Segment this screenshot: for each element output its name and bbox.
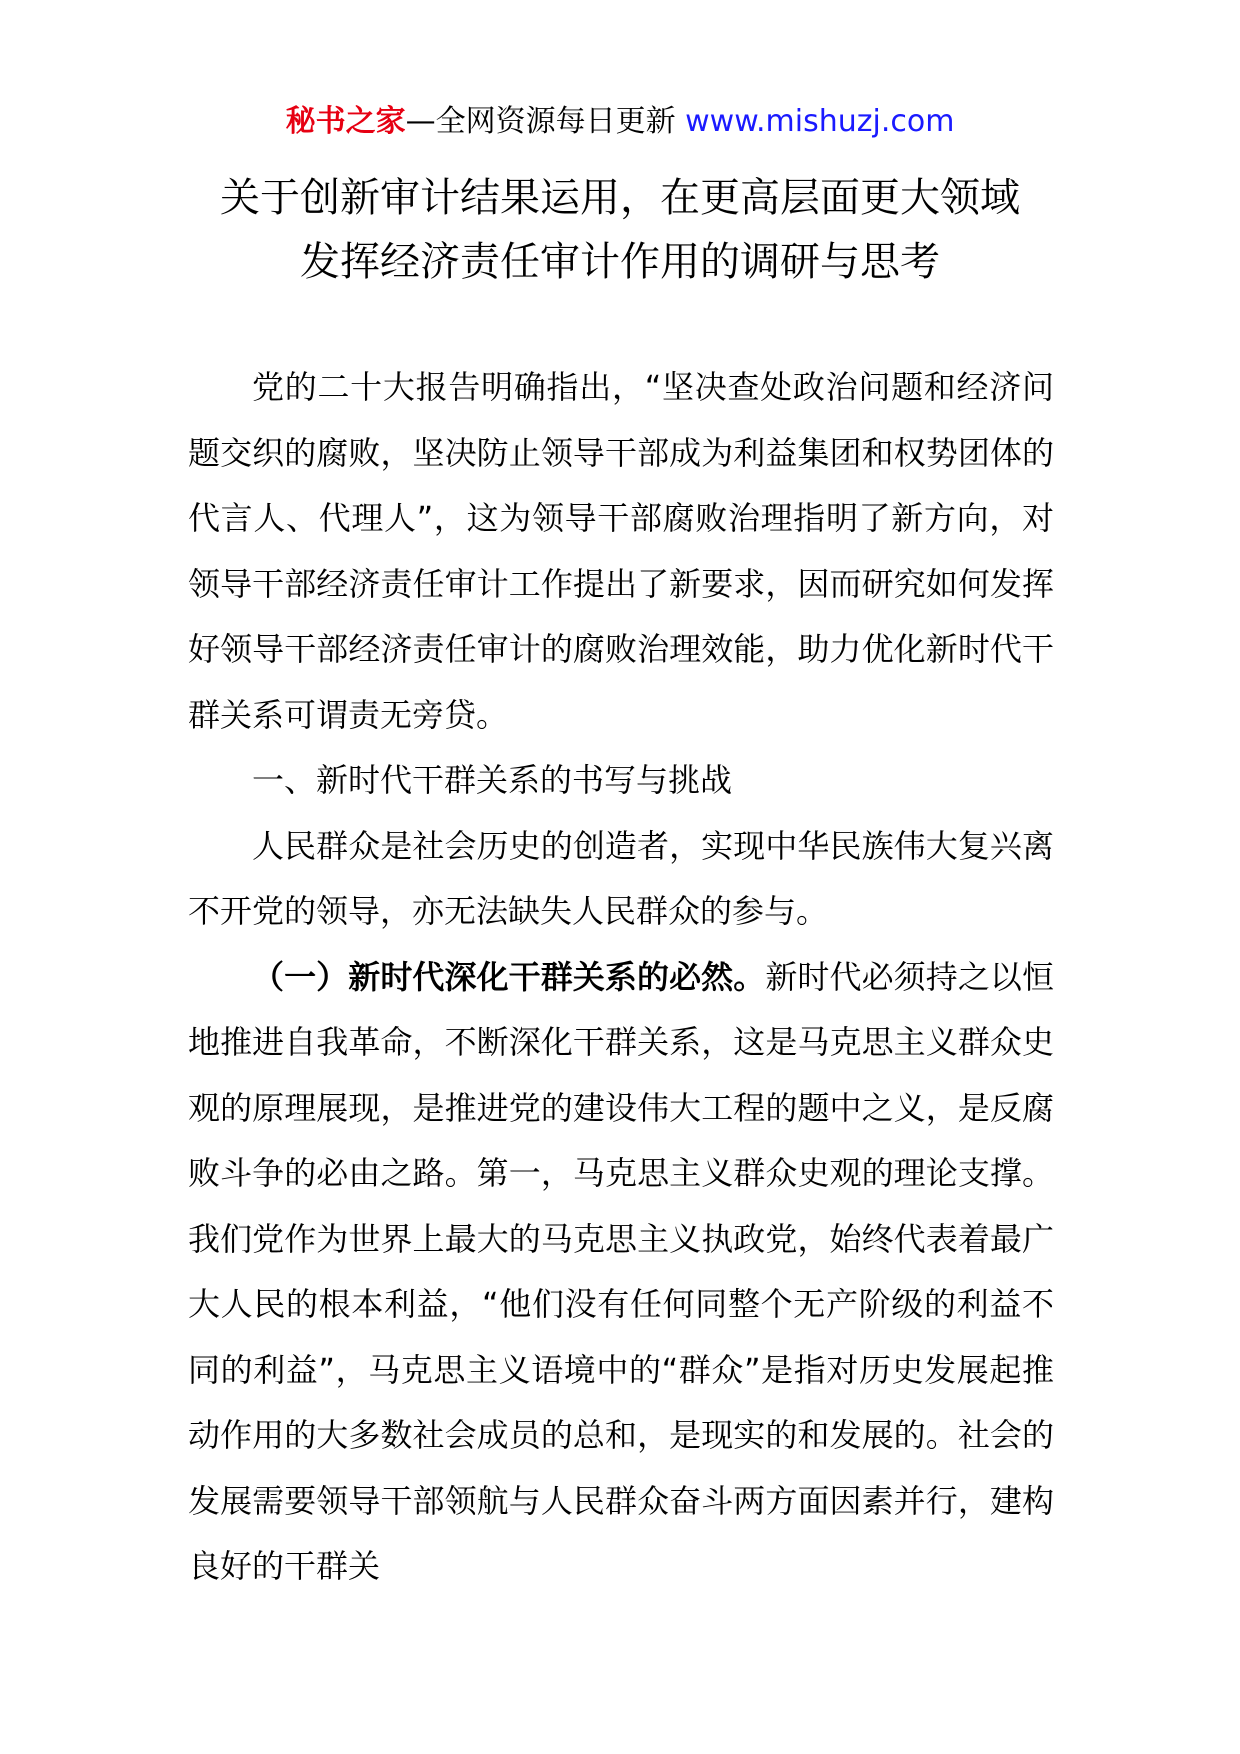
paragraph-intro: 党的二十大报告明确指出，“坚决查处政治问题和经济问题交织的腐败，坚决防止领导干部成为利益集团和权势团体的代言人、代理人”，这为领导干部腐败治理指明了新方向，对领导干部经济责任审计工作提出了新要求，因而研究如何发挥好领导干部经济责任审计的腐败治理效能，助力优化新时代干群关系可谓责无旁贷。 [188,368,1054,734]
paragraph-subsection-1 [188,945,1054,1600]
section-heading-1: 一、新时代干群关系的书写与挑战 [252,761,733,799]
header-tagline: —全网资源每日更新 [405,104,686,139]
brand-name: 秘书之家 [285,104,406,139]
site-url-link[interactable]: www.mishuzj.com [685,104,955,139]
document-title [0,166,1240,294]
document-body [188,355,1054,1600]
title-line-1: 关于创新审计结果运用，在更高层面更大领域 [220,175,1020,221]
subsection-heading-1: （一）新时代深化干群关系的必然。 [252,957,766,996]
title-line-2: 发挥经济责任审计作用的调研与思考 [300,239,940,285]
subsection-text-1: 新时代必须持之以恒地推进自我革命，不断深化干群关系，这是马克思主义群众史观的原理展现，是推进党的建设伟大工程的题中之义，是反腐败斗争的必由之路。第一，马克思主义群众史观的理论支撑。我们党作为世界上最大的马克思主义执政党，始终代表着最广大人民的根本利益，“他们没有任何同整个无产阶级的利益不同的利益”，马克思主义语境中的“群众”是指对历史发展起推动作用的大多数社会成员的总和，是现实的和发展的。社会的发展需要领导干部领航与人民群众奋斗两方面因素并行，建构良好的干群关 [188,957,1054,1585]
site-header [0,100,1240,144]
paragraph-people: 人民群众是社会历史的创造者，实现中华民族伟大复兴离不开党的领导，亦无法缺失人民群众的参与。 [188,826,1054,930]
